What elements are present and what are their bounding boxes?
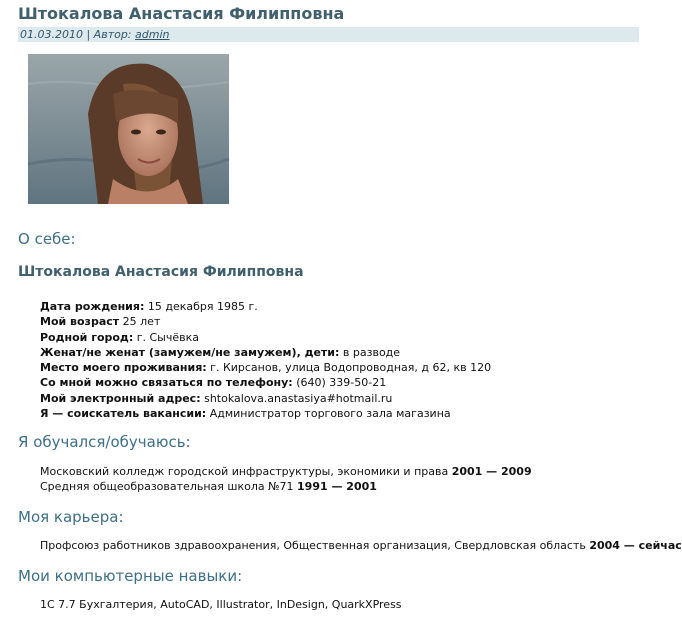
post-date: 01.03.2010 [20,28,83,41]
field-phone: Со мной можно связаться по телефону: (640) 339-50-21 [40,376,387,390]
list-item: Средняя общеобразовательная школа №71 1991 — 2001 [40,480,377,494]
skills-heading: Мои компьютерные навыки: [18,567,243,585]
photo-illustration [28,54,229,204]
career-list [40,538,682,553]
about-heading: О себе: [18,230,76,248]
author-prefix: | Автор: [82,28,136,41]
field-age: Мой возраст 25 лет [40,315,161,329]
author-link[interactable]: admin [135,28,170,41]
education-heading: Я обучался/обучаюсь: [18,433,191,451]
field-residence: Место моего проживания: г. Кирсанов, улица Водопроводная, д 62, кв 120 [40,361,492,375]
skills-text: 1С 7.7 Бухгалтерия, AutoCAD, Illustrator, InDesign, QuarkXPress [40,598,402,611]
skills-list [40,597,402,612]
about-fields [40,299,491,421]
field-hometown: Родной город: г. Сычёвка [40,330,199,344]
page-title: Штокалова Анастасия Филипповна [18,4,345,23]
field-email: Мой электронный адрес: shtokalova.anastasiya#hotmail.ru [40,391,393,405]
about-name: Штокалова Анастасия Филипповна [18,264,304,280]
field-vacancy: Я — соискатель вакансии: Администратор торгового зала магазина [40,407,451,421]
field-birthdate: Дата рождения: 15 декабря 1985 г. [40,300,258,313]
post-meta-bar [18,27,639,42]
field-marital: Женат/не женат (замужем/не замужем), дети: в разводе [40,345,401,359]
education-list [40,464,532,495]
list-item: Профсоюз работников здравоохранения, Общественная организация, Свердловская область 2004 — сейчас [40,539,682,552]
profile-photo [28,54,229,204]
career-heading: Моя карьера: [18,508,124,526]
list-item: Московский колледж городской инфраструктуры, экономики и права 2001 — 2009 [40,465,532,478]
